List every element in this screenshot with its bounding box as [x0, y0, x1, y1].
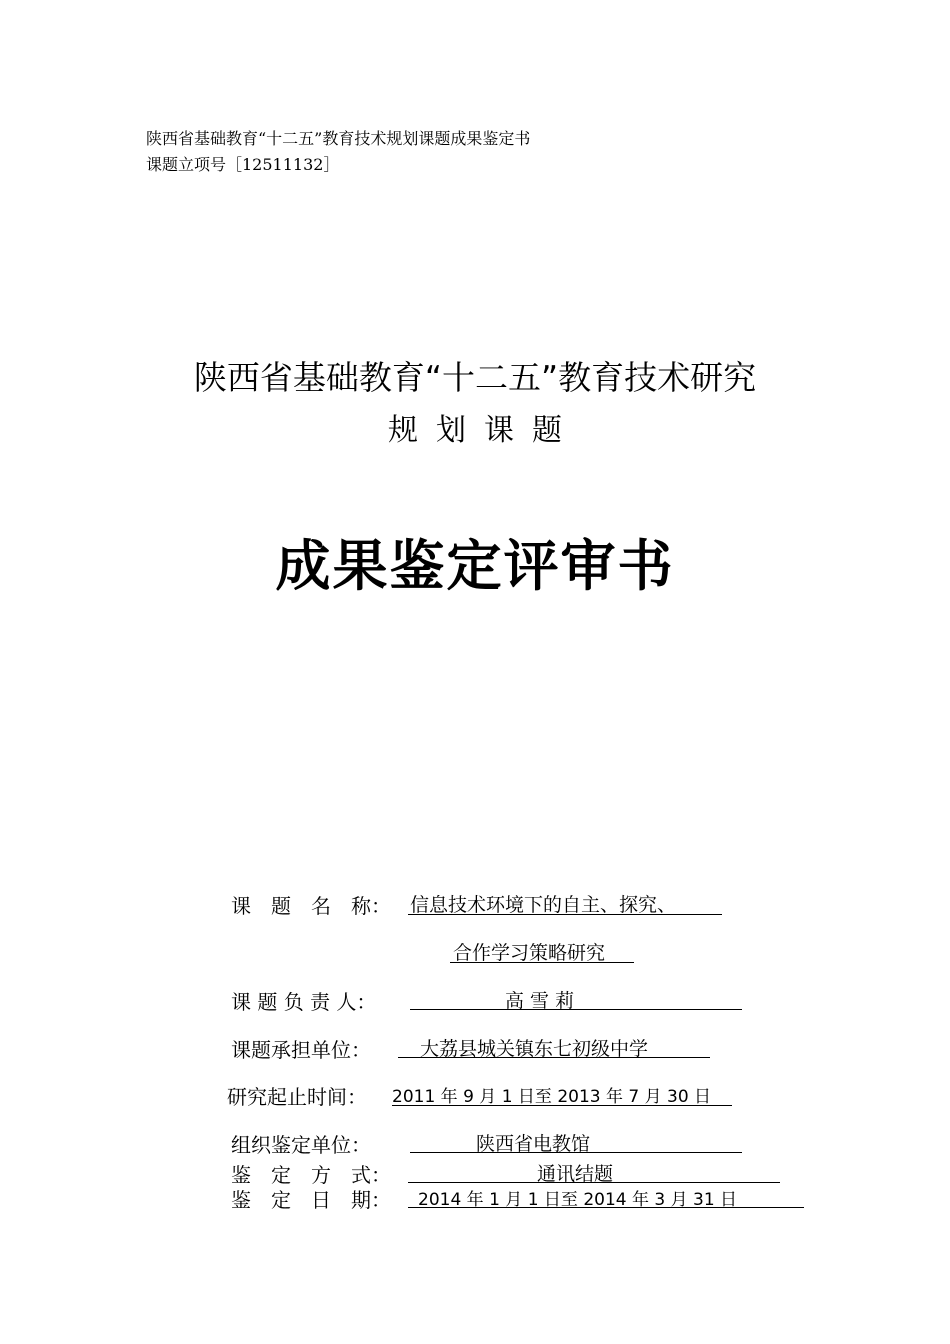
title-line-1: 陕西省基础教育“十二五”教育技术研究	[193, 358, 757, 397]
topic-name-label: 课 题 名 称：	[231, 894, 391, 918]
date-underline	[408, 1207, 804, 1208]
method-underline	[408, 1182, 780, 1183]
leader-label: 课 题 负 责 人：	[231, 990, 377, 1014]
unit-label: 课题承担单位：	[231, 1038, 371, 1062]
title-line-2: 规划课题	[388, 413, 580, 448]
method-label: 鉴 定 方 式：	[231, 1163, 391, 1187]
org-label: 组织鉴定单位：	[231, 1133, 371, 1157]
period-label: 研究起止时间：	[227, 1085, 367, 1109]
topic-name-underline-1	[408, 914, 722, 915]
date-label: 鉴 定 日 期：	[231, 1188, 391, 1212]
topic-name-value-1: 信息技术环境下的自主、探究、	[410, 894, 677, 916]
org-underline	[410, 1152, 742, 1153]
date-value: 2014 年 1 月 1 日至 2014 年 3 月 31 日	[418, 1190, 738, 1210]
topic-name-underline-2	[450, 962, 634, 963]
leader-value: 高 雪 莉	[505, 990, 575, 1012]
unit-underline	[398, 1057, 710, 1058]
period-value: 2011 年 9 月 1 日至 2013 年 7 月 30 日	[392, 1087, 712, 1107]
main-title: 成果鉴定评审书	[275, 533, 675, 598]
period-underline	[392, 1105, 732, 1106]
project-number: 课题立项号［12511132］	[146, 155, 340, 174]
leader-underline	[410, 1009, 742, 1010]
unit-value: 大荔县城关镇东七初级中学	[420, 1038, 649, 1060]
header-title: 陕西省基础教育“十二五”教育技术规划课题成果鉴定书	[146, 129, 531, 148]
method-value: 通讯结题	[537, 1163, 614, 1185]
topic-name-value-2: 合作学习策略研究	[453, 942, 606, 964]
org-value: 陕西省电教馆	[476, 1133, 591, 1155]
